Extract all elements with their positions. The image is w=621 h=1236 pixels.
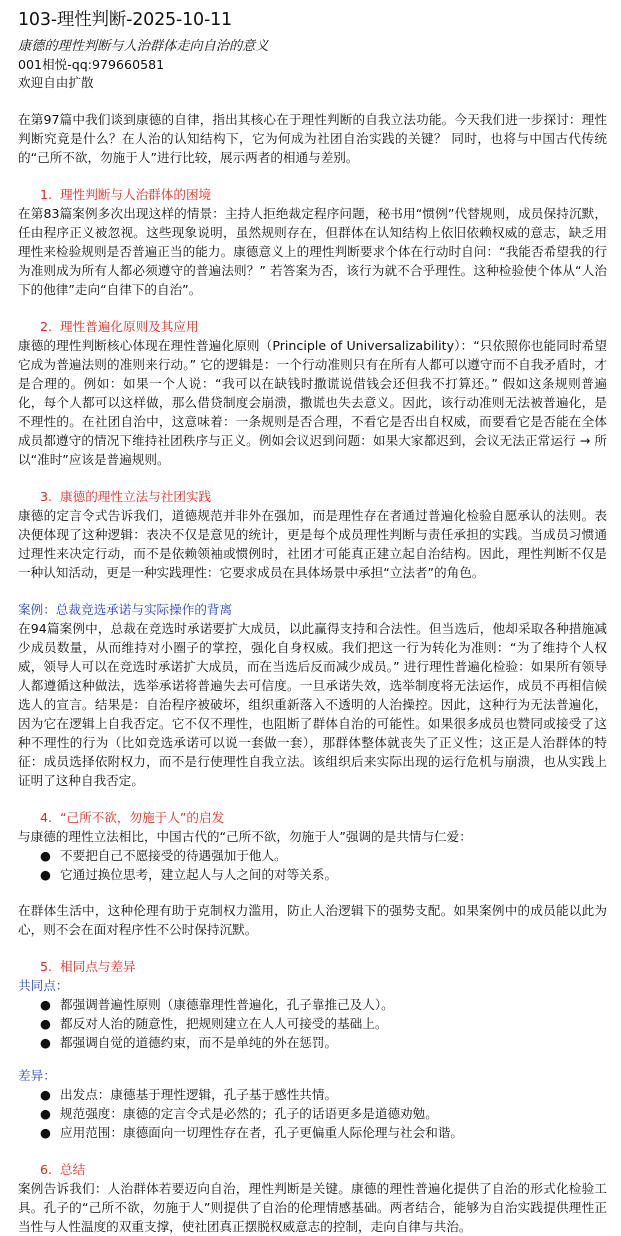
section-1-body: 在第83篇案例多次出现这样的情景：主持人拒绝裁定程序问题，秘书用“惯例”代替规则，成员保持沉默，任由程序正义被忽视。这些现象说明，虽然规则存在，但群体在认知结构上依旧依赖权威的意志，缺乏用理性来检验规则是否普遍正当的能力。康德意义上的理性判断要求个体在行动时自问：“我能否希望我的行为准则成为所有人都必须遵守的普遍法则？” 若答案为否，该行为就不合乎理性。这种检验使个体从“人治下的他律”走向“自律下的自治”。 [18,206,607,297]
section-number: 5. [40,959,53,974]
document-title: 103-理性判断-2025-10-11 [18,10,232,30]
section-number: 2. [40,319,53,334]
section-4-closing: 在群体生活中，这种伦理有助于克制权力滥用，防止人治逻辑下的强势支配。如果案例中的成员能以此为心，则不会在面对程序性不公时保持沉默。 [18,903,607,937]
section-title: 相同点与差异 [60,959,136,974]
case-heading: 案例：总裁竞选承诺与实际操作的背离 [18,602,233,617]
section-number: 4. [40,810,53,825]
author-line: 001相悦-qq:979660581 [18,57,165,72]
list-item: ● 规范强度：康德的定言令式是必然的；孔子的话语更多是道德劝勉。 [40,1106,438,1121]
bullet-icon: ● [40,1106,51,1121]
bullet-icon: ● [40,848,51,863]
section-2-body: 康德的理性判断核心体现在理性普遍化原则（Principle of Universalizability）：“只依照你也能同时希望它成为普遍法则的准则来行动。” 它的逻辑是：一个行动准则只有在所有人都可以遵守而不自我矛盾时，才是合理的。例如：如果一个人说：“我可以在缺钱时撒谎说借钱会还但我不打算还。” 假如这条规则普遍化，每个人都可以这样做，那么借贷制度会崩溃，撒谎也失去意义。因此，该行动准则无法被普遍化，是不理性的。在社团自治中，这意味着：一条规则是否合理，不看它是否出自权威，而要看它是否能在全体成员都遵守的情况下维持社团秩序与正义。例如会议迟到问题：如果大家都迟到，会议无法正常运行 → 所以“准时”应该是普遍规则。 [18,338,607,467]
document-subtitle: 康德的理性判断与人治群体走向自治的意义 [18,39,269,54]
bullet-icon: ● [40,997,51,1012]
bullet-icon: ● [40,1125,51,1140]
list-item: ● 不要把自己不愿接受的待遇强加于他人。 [40,848,287,863]
common-points-label: 共同点： [18,978,69,993]
list-item: ● 出发点：康德基于理性逻辑，孔子基于感性共情。 [40,1087,338,1102]
section-title: 康德的理性立法与社团实践 [60,489,212,504]
section-1-heading [18,185,607,204]
tagline: 欢迎自由扩散 [18,75,94,90]
section-2-heading [18,317,607,336]
intro-paragraph: 在第97篇中我们谈到康德的自律，指出其核心在于理性判断的自我立法功能。今天我们进一步探讨：理性判断究竟是什么？在人治的认知结构下，它为何成为社团自治实践的关键？ 同时，也将与中国古代传统的“己所不欲，勿施于人”进行比较，展示两者的相通与差别。 [18,112,607,165]
differences-label: 差异： [18,1068,56,1083]
section-3-body: 康德的定言令式告诉我们，道德规范并非外在强加，而是理性存在者通过普遍化检验自愿承认的法则。表决便体现了这种逻辑：表决不仅是意见的统计，更是每个成员理性判断与责任承担的实践。当成员习惯通过理性来决定行动，而不是依赖领袖或惯例时，社团才可能真正建立起自治结构。因此，理性判断不仅是一种认知活动，更是一种实践理性：它要求成员在具体场景中承担“立法者”的角色。 [18,508,607,580]
section-4-intro: 与康德的理性立法相比，中国古代的“己所不欲，勿施于人”强调的是共情与仁爱： [18,829,472,844]
section-number: 6. [40,1162,53,1177]
section-title: “己所不欲，勿施于人”的启发 [60,810,225,825]
list-item: ● 它通过换位思考，建立起人与人之间的对等关系。 [40,867,338,882]
section-3-heading [18,487,607,506]
section-number: 1. [40,187,53,202]
list-item: ● 应用范围：康德面向一切理性存在者，孔子更偏重人际伦理与社会和谐。 [40,1125,463,1140]
bullet-icon: ● [40,1035,51,1050]
common-points-list [18,995,607,1052]
bullet-icon: ● [40,1087,51,1102]
section-title: 理性普遍化原则及其应用 [60,319,199,334]
list-item: ● 都强调普遍性原则（康德靠理性普遍化，孔子靠推己及人）。 [40,997,394,1012]
section-4-heading [18,808,607,827]
bullet-icon: ● [40,1016,51,1031]
case-body: 在94篇案例中，总裁在竞选时承诺要扩大成员，以此赢得支持和合法性。但当选后，他却采取各种措施减少成员数量，从而维持对小圈子的掌控，强化自身权威。我们把这一行为转化为准则：“为了维持个人权威，领导人可以在竞选时承诺扩大成员，而在当选后反而减少成员。” 进行理性普遍化检验：如果所有领导人都遵循这种做法，选举承诺将普遍失去可信度。一旦承诺失效，选举制度将无法运作，成员不再相信候选人的宣言。结果是：自治程序被破坏，组织重新落入不透明的人治操控。因此，这种行为无法普遍化，因为它在逻辑上自我否定。它不仅不理性，也阻断了群体自治的可能性。如果很多成员也赞同或接受了这种不理性的行为（比如竞选承诺可以说一套做一套），那群体整体就丧失了正义性；这正是人治群体的特征：成员选择依附权力，而不是行使理性自我立法。该组织后来实际出现的运行危机与崩溃，也从实践上证明了这种自我否定。 [18,621,607,788]
section-title: 总结 [60,1162,86,1177]
section-6-body: 案例告诉我们：人治群体若要迈向自治，理性判断是关键。康德的理性普遍化提供了自治的形式化检验工具。孔子的“己所不欲，勿施于人”则提供了自治的伦理情感基础。两者结合，能够为自治实践提供理性正当性与人性温度的双重支撑，使社团真正摆脱权威意志的控制，走向自律与共治。 [18,1181,607,1234]
section-number: 3. [40,489,53,504]
section-4-bullet-list [18,846,607,884]
section-5-heading [18,957,607,976]
section-title: 理性判断与人治群体的困境 [60,187,212,202]
list-item: ● 都强调自觉的道德约束，而不是单纯的外在惩罚。 [40,1035,338,1050]
section-6-heading [18,1160,607,1179]
bullet-icon: ● [40,867,51,882]
list-item: ● 都反对人治的随意性，把规则建立在人人可接受的基础上。 [40,1016,388,1031]
differences-list [18,1085,607,1142]
